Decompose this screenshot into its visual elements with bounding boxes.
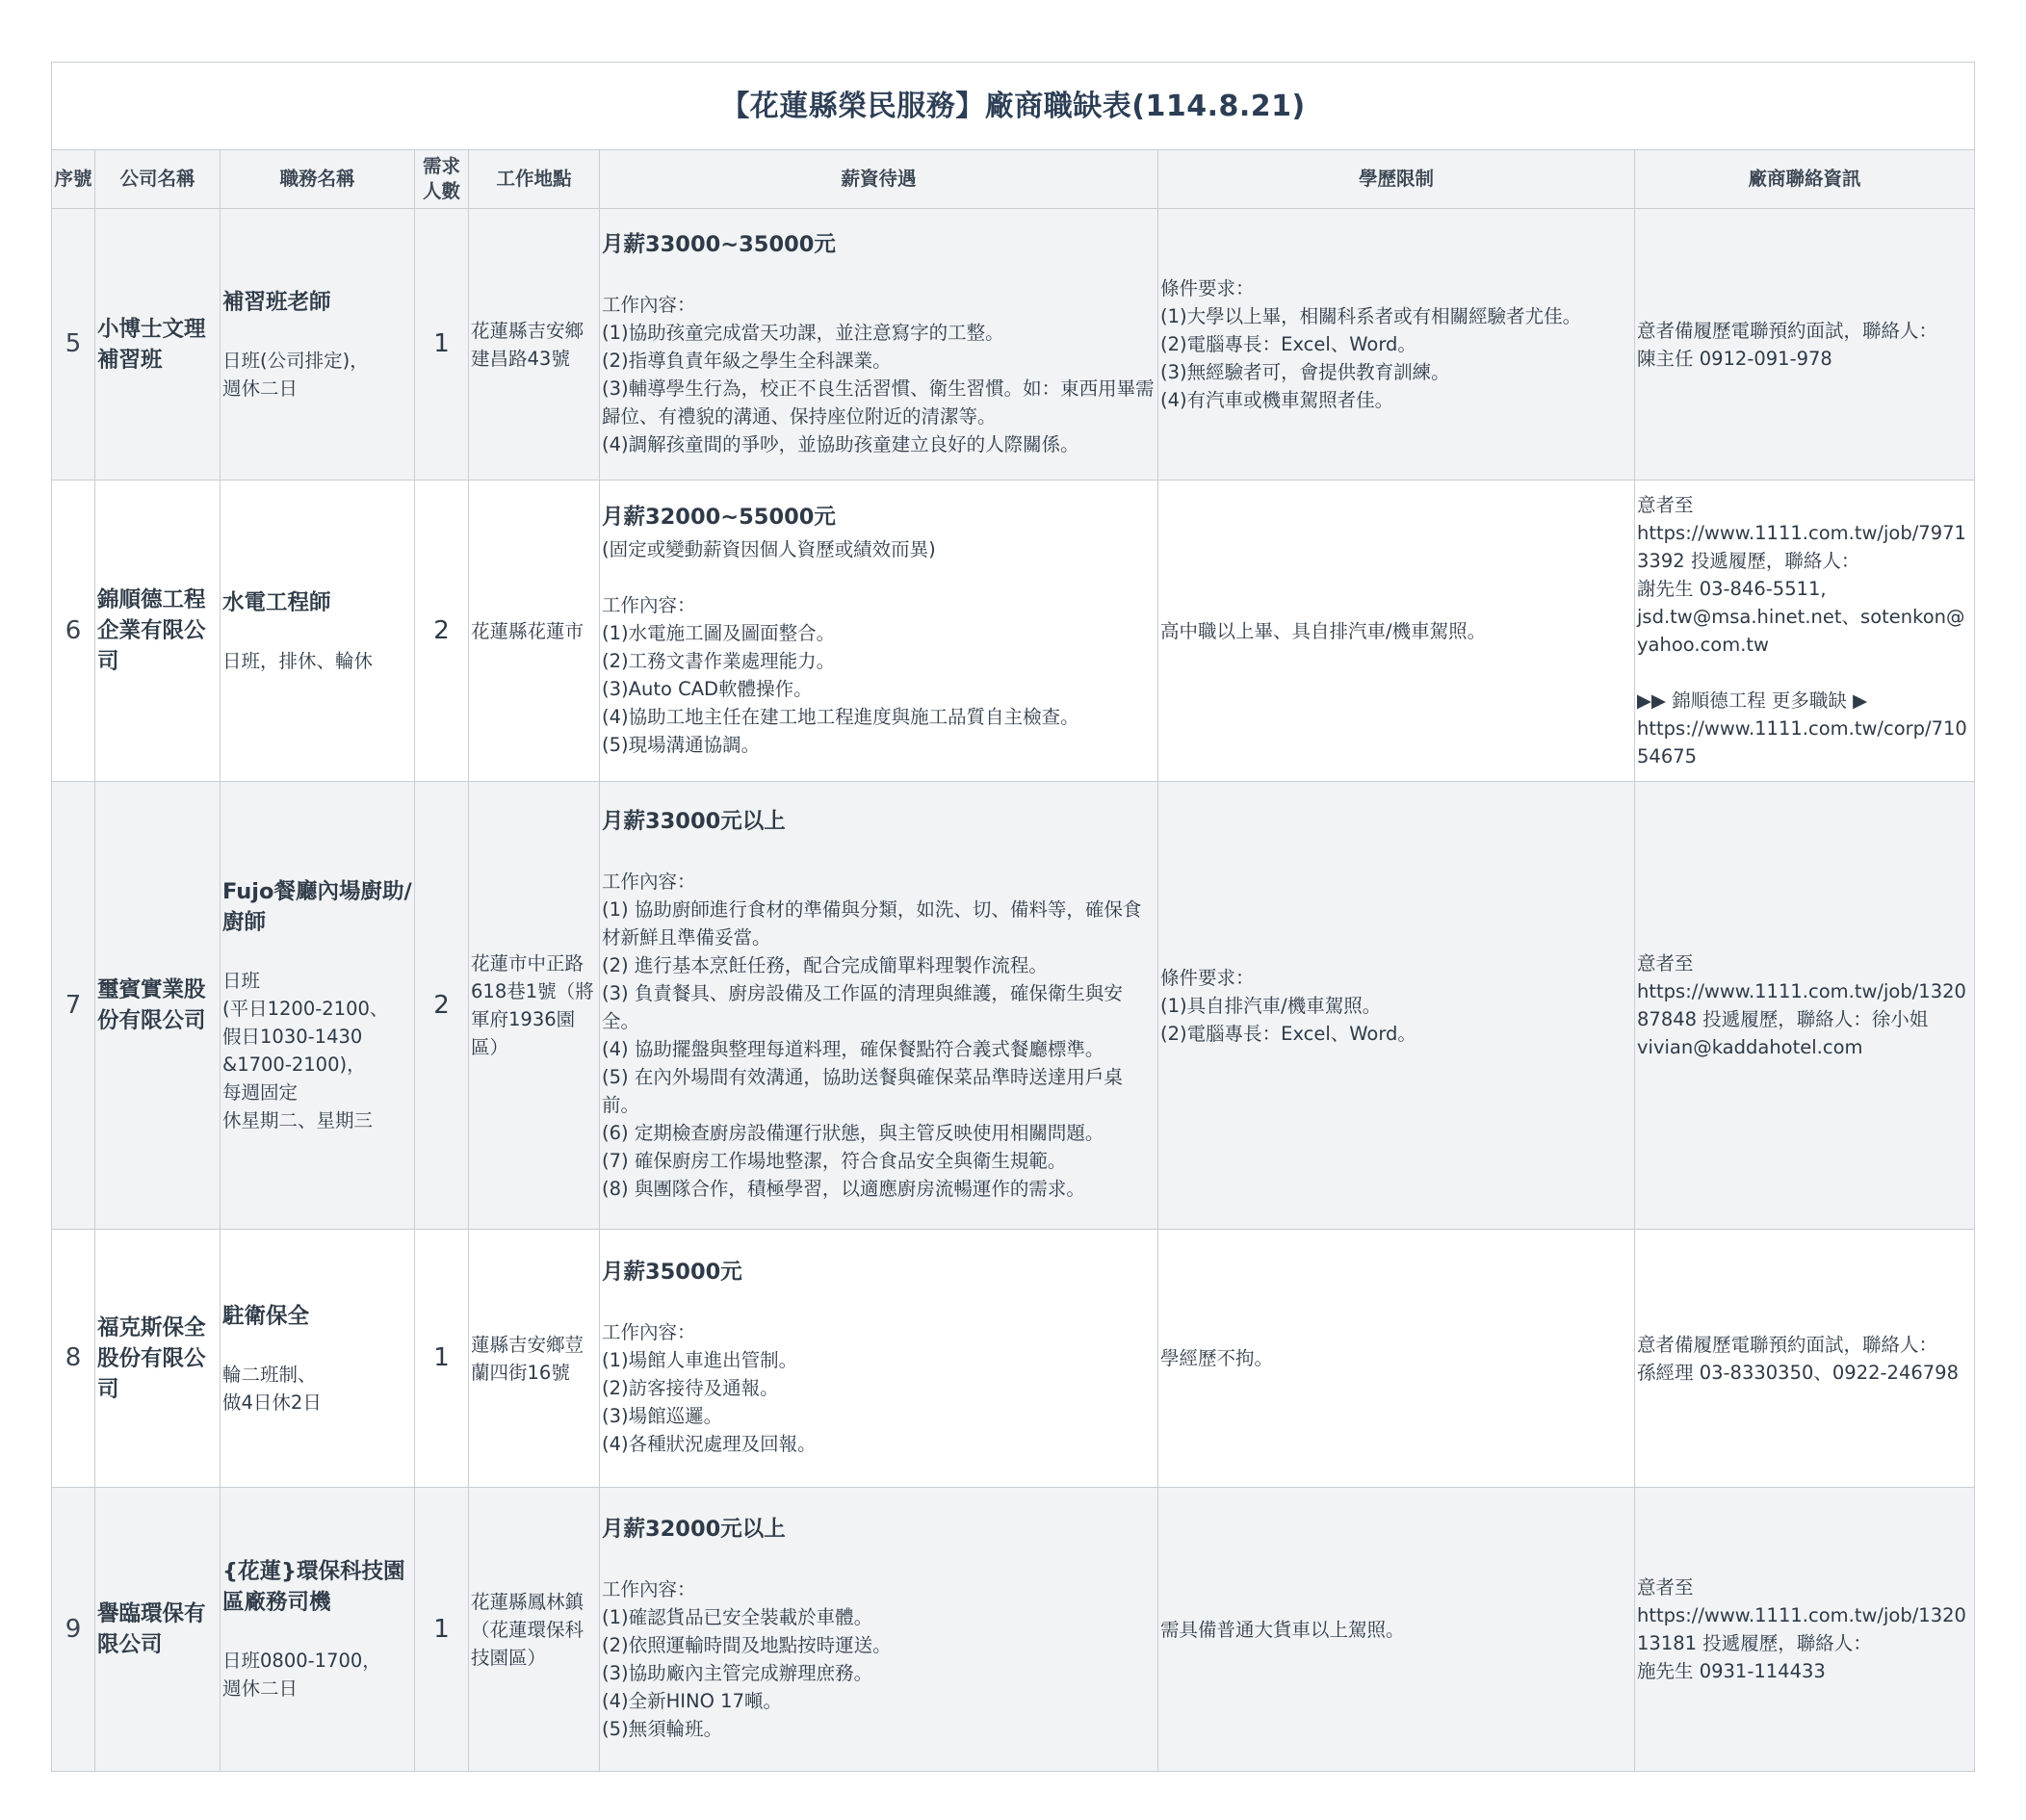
- position-shift: 日班(公司排定)， 週休二日: [222, 349, 369, 400]
- duty-item: (2) 進行基本烹飪任務，配合完成簡單料理製作流程。: [602, 954, 1048, 976]
- company-name: 錦順德工程企業有限公司: [95, 481, 221, 782]
- table-row: [52, 1488, 1975, 1772]
- education-item: 條件要求：: [1160, 277, 1255, 299]
- row-number: 6: [52, 481, 95, 782]
- education-item: (2)電腦專長：Excel、Word。: [1160, 333, 1416, 355]
- row-number: 8: [52, 1230, 95, 1488]
- duty-item: (4) 協助擺盤與整理每道料理，確保餐點符合義式餐廳標準。: [602, 1038, 1104, 1060]
- education-item: 需具備普通大貨車以上駕照。: [1160, 1618, 1405, 1641]
- contact-info: 意者至 https://www.1111.com.tw/job/132087848 投遞履歷，聯絡人：徐小姐 vivian@kaddahotel.com: [1635, 782, 1975, 1230]
- duty-item: (3)Auto CAD軟體操作。: [602, 677, 813, 700]
- spacer: [602, 263, 1156, 291]
- education-item: (1)具自排汽車/機車駕照。: [1160, 994, 1382, 1017]
- position-title: 水電工程師: [222, 589, 331, 615]
- job-vacancy-sheet: [51, 62, 1974, 1772]
- work-location: 花蓮縣吉安鄉 建昌路43號: [469, 209, 600, 481]
- duty-item: (2)指導負責年級之學生全科課業。: [602, 349, 892, 372]
- duty-item: (5)現場溝通協調。: [602, 733, 761, 756]
- company-name: 譽臨環保有限公司: [95, 1488, 221, 1772]
- education-cell: [1158, 1230, 1635, 1488]
- duty-item: (5)無須輪班。: [602, 1718, 723, 1740]
- spacer: [602, 563, 1156, 591]
- header-no: 序號: [52, 150, 95, 209]
- duty-item: (3)場館巡邏。: [602, 1405, 723, 1427]
- position-cell: [221, 782, 415, 1230]
- position-cell: [221, 481, 415, 782]
- position-shift: 輪二班制、 做4日休2日: [222, 1363, 322, 1414]
- duty-item: (1) 協助廚師進行食材的準備與分類，如洗、切、備料等，確保食材新鮮且準備妥當。: [602, 898, 1142, 949]
- table-row: [52, 209, 1975, 481]
- duty-item: (1)確認貨品已安全裝載於車體。: [602, 1606, 873, 1628]
- spacer: [602, 1547, 1156, 1575]
- work-location: 花蓮市中正路618巷1號（將軍府1936園區）: [469, 782, 600, 1230]
- position-title: Fujo餐廳內場廚助/廚師: [222, 879, 412, 935]
- duties-label: 工作內容：: [602, 1578, 696, 1600]
- headcount: 2: [415, 481, 469, 782]
- salary-note: (固定或變動薪資因個人資歷或績效而異): [602, 537, 936, 560]
- salary-cell: [600, 209, 1158, 481]
- contact-info: 意者備履歷電聯預約面試，聯絡人： 孫經理 03-8330350、0922-246798: [1635, 1230, 1975, 1488]
- education-item: 學經歷不拘。: [1160, 1347, 1274, 1369]
- header-row: [52, 150, 1975, 209]
- contact-info: 意者至 https://www.1111.com.tw/job/79713392 投遞履歷，聯絡人： 謝先生 03-846-5511, jsd.tw@msa.hinet.net、sotenkon@yahoo.com.tw ▶▶ 錦順德工程 更多職缺 ▶ https://www.1111.com.tw/corp/71054675: [1635, 481, 1975, 782]
- salary-amount: 月薪35000元: [602, 1260, 742, 1285]
- header-position: 職務名稱: [221, 150, 415, 209]
- duties-label: 工作內容：: [602, 293, 696, 316]
- duty-item: (4)協助工地主任在建工地工程進度與施工品質自主檢查。: [602, 705, 1079, 728]
- work-location: 花蓮縣鳳林鎮（花蓮環保科技園區）: [469, 1488, 600, 1772]
- job-vacancy-table: [51, 62, 1975, 1772]
- duty-item: (2)訪客接待及通報。: [602, 1377, 779, 1399]
- header-education: 學歷限制: [1158, 150, 1635, 209]
- salary-cell: [600, 782, 1158, 1230]
- salary-amount: 月薪33000~35000元: [602, 231, 836, 257]
- headcount: 1: [415, 209, 469, 481]
- header-salary: 薪資待遇: [600, 150, 1158, 209]
- position-title: 補習班老師: [222, 289, 331, 315]
- duties-label: 工作內容：: [602, 593, 696, 616]
- duty-item: (4)各種狀況處理及回報。: [602, 1433, 817, 1455]
- duty-item: (1)水電施工圖及圖面整合。: [602, 621, 836, 644]
- company-name: 璽賓實業股份有限公司: [95, 782, 221, 1230]
- duty-item: (6) 定期檢查廚房設備運行狀態，與主管反映使用相關問題。: [602, 1122, 1104, 1144]
- position-shift: 日班，排休、輪休: [222, 649, 374, 672]
- duty-item: (7) 確保廚房工作場地整潔，符合食品安全與衛生規範。: [602, 1150, 1067, 1172]
- position-cell: [221, 1230, 415, 1488]
- contact-info: 意者備履歷電聯預約面試，聯絡人： 陳主任 0912-091-978: [1635, 209, 1975, 481]
- position-shift: 日班0800-1700， 週休二日: [222, 1650, 381, 1700]
- salary-cell: [600, 1230, 1158, 1488]
- company-name: 福克斯保全股份有限公司: [95, 1230, 221, 1488]
- duty-item: (3)輔導學生行為，校正不良生活習慣、衛生習慣。如：東西用畢需歸位、有禮貌的溝通、保持座位附近的清潔等。: [602, 377, 1155, 428]
- header-location: 工作地點: [469, 150, 600, 209]
- row-number: 9: [52, 1488, 95, 1772]
- salary-cell: [600, 1488, 1158, 1772]
- headcount: 1: [415, 1230, 469, 1488]
- duty-item: (3) 負責餐具、廚房設備及工作區的清理與維護，確保衛生與安全。: [602, 982, 1123, 1032]
- company-name: 小博士文理補習班: [95, 209, 221, 481]
- position-cell: [221, 1488, 415, 1772]
- header-contact: 廠商聯絡資訊: [1635, 150, 1975, 209]
- duty-item: (4)全新HINO 17噸。: [602, 1690, 782, 1712]
- salary-amount: 月薪33000元以上: [602, 809, 786, 834]
- spacer: [602, 840, 1156, 868]
- position-title: {花蓮}環保科技園區廠務司機: [222, 1559, 405, 1615]
- table-body: [52, 209, 1975, 1772]
- salary-amount: 月薪32000元以上: [602, 1517, 786, 1542]
- education-item: 條件要求：: [1160, 966, 1255, 989]
- row-number: 5: [52, 209, 95, 481]
- duty-item: (1)協助孩童完成當天功課，並注意寫字的工整。: [602, 321, 1004, 344]
- salary-amount: 月薪32000~55000元: [602, 504, 836, 530]
- education-cell: [1158, 209, 1635, 481]
- education-item: (3)無經驗者可，會提供教育訓練。: [1160, 361, 1450, 383]
- education-item: (2)電腦專長：Excel、Word。: [1160, 1022, 1416, 1045]
- header-count: 需求人數: [415, 150, 469, 209]
- education-cell: [1158, 1488, 1635, 1772]
- table-title: 【花蓮縣榮民服務】廠商職缺表(114.8.21): [52, 63, 1975, 150]
- duty-item: (2)依照運輸時間及地點按時運送。: [602, 1634, 892, 1656]
- table-row: [52, 782, 1975, 1230]
- education-item: (4)有汽車或機車駕照者佳。: [1160, 389, 1394, 411]
- salary-cell: [600, 481, 1158, 782]
- position-shift: 日班 (平日1200-2100、 假日1030-1430 &1700-2100)， 每週固定 休星期二、星期三: [222, 970, 389, 1131]
- education-item: (1)大學以上畢，相關科系者或有相關經驗者尤佳。: [1160, 305, 1582, 327]
- position-title: 駐衛保全: [222, 1303, 310, 1329]
- duties-label: 工作內容：: [602, 1321, 696, 1343]
- headcount: 2: [415, 782, 469, 1230]
- education-cell: [1158, 481, 1635, 782]
- table-row: [52, 481, 1975, 782]
- duty-item: (8) 與團隊合作，積極學習，以適應廚房流暢運作的需求。: [602, 1178, 1085, 1200]
- duty-item: (5) 在內外場間有效溝通，協助送餐與確保菜品準時送達用戶桌前。: [602, 1066, 1123, 1116]
- work-location: 花蓮縣花蓮市: [469, 481, 600, 782]
- headcount: 1: [415, 1488, 469, 1772]
- education-item: 高中職以上畢、具自排汽車/機車駕照。: [1160, 619, 1487, 642]
- position-cell: [221, 209, 415, 481]
- duties-label: 工作內容：: [602, 871, 696, 893]
- row-number: 7: [52, 782, 95, 1230]
- duty-item: (3)協助廠內主管完成辦理庶務。: [602, 1662, 873, 1684]
- education-cell: [1158, 782, 1635, 1230]
- duty-item: (2)工務文書作業處理能力。: [602, 649, 836, 672]
- duty-item: (4)調解孩童間的爭吵，並協助孩童建立良好的人際關係。: [602, 432, 1079, 455]
- duty-item: (1)場館人車進出管制。: [602, 1349, 798, 1371]
- work-location: 蓮縣吉安鄉荳蘭四街16號: [469, 1230, 600, 1488]
- header-company: 公司名稱: [95, 150, 221, 209]
- table-row: [52, 1230, 1975, 1488]
- contact-info: 意者至 https://www.1111.com.tw/job/132013181 投遞履歷，聯絡人： 施先生 0931-114433: [1635, 1488, 1975, 1772]
- spacer: [602, 1290, 1156, 1318]
